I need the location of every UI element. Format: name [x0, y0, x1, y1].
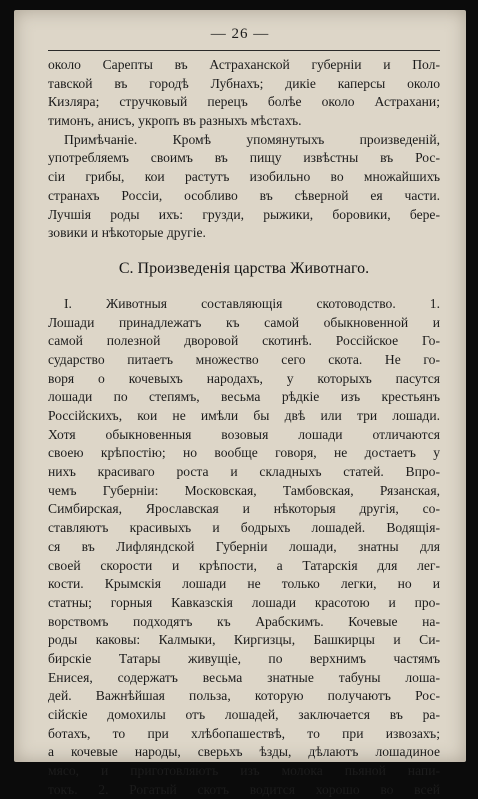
- header-rule: [48, 50, 440, 51]
- text-line: воря о кочевыхъ народахъ, у которыхъ пасутся: [48, 370, 440, 386]
- text-line: сійскіе домохилы отъ лошадей, заключается въ ра-: [48, 707, 440, 722]
- text-line: мясо, и приготовляютъ изъ молока пьяной напи-: [48, 763, 440, 779]
- text-line: I. Животныя составляющія скотоводство. 1.: [64, 295, 440, 311]
- text-line: Енисея, содержатъ весьма знатные табуны лоша-: [48, 669, 440, 685]
- text-line: дей. Важнѣйшая польза, которую получаютъ Рос-: [48, 688, 440, 704]
- paragraph-1: [48, 56, 440, 131]
- text-line: Кизляра; стручковый перецъ болѣе около Астрахани;: [48, 94, 440, 110]
- text-line: сударство питаетъ множество сего скота. Не го-: [48, 351, 440, 367]
- text-line: лошади по степямъ, весьма рѣдкіе изъ крестьянъ: [48, 389, 440, 405]
- text-line: Хотя обыкновенныя возовыя лошади отличаются: [48, 426, 440, 442]
- text-line: сіи грибы, кои растутъ изобильно во множайшихъ: [48, 169, 440, 185]
- book-page: [14, 10, 466, 797]
- text-line: тимонъ, анисъ, укропъ въ разныхъ мѣстахъ.: [48, 113, 302, 129]
- page-number: — 26 —: [210, 26, 270, 42]
- text-line: ставляютъ красивыхъ и бодрыхъ лошадей. Водящія-: [48, 520, 440, 536]
- text-line: употребляемъ своимъ въ пищу извѣстны въ Рос-: [48, 150, 440, 166]
- text-line: своей скорости и крѣпости, а Татарскія для лег-: [48, 557, 440, 573]
- text-line: роды каковы: Калмыки, Киргизцы, Башкирцы и Си-: [48, 632, 440, 648]
- paragraph-3: [48, 295, 440, 799]
- text-line: Россійскихъ, кои не имѣли бы двѣ или три лошади.: [48, 408, 440, 423]
- text-line: Симбирская, Ярославская и нѣкоторыя другія, со-: [48, 501, 440, 517]
- text-line: а кочевые народы, сверьхъ ѣзды, дѣлаютъ лошадиное: [48, 744, 440, 760]
- text-line: токъ. 2. Рогатый скотъ водится хорошо во всей: [48, 781, 440, 797]
- section-heading: С. Произведенія царства Животнаго.: [118, 259, 370, 277]
- text-line: своею крѣпостію; но вообще говоря, не достаетъ у: [48, 445, 440, 461]
- text-line: Примѣчаніе. Кромѣ упомянутыхъ произведеній,: [64, 131, 440, 147]
- text-line: ся въ Лифляндской Губерніи лошади, знатны для: [48, 538, 440, 554]
- text-line: самой полезной дворовой скотинѣ. Россійское Го-: [48, 333, 440, 349]
- text-line: нихъ красиваго роста и складныхъ статей. Впро-: [48, 464, 440, 480]
- text-line: тавской въ городѣ Лубнахъ; дикіе каперсы около: [48, 75, 440, 91]
- text-line: Лучшія роды ихъ: грузди, рыжики, боровики, бере-: [48, 206, 440, 222]
- page-body: [48, 56, 440, 799]
- text-line: около Сарепты въ Астраханской губерніи и Пол-: [48, 57, 440, 72]
- text-line: статны; горныя Кавказскія лошади красотою и про-: [48, 594, 440, 610]
- text-line: ботахъ, то при хлѣбопашествѣ, то при извозахъ;: [48, 725, 440, 741]
- text-line: ворствомъ подходятъ къ Арабскимъ. Кочевые на-: [48, 613, 440, 629]
- text-line: зовики и нѣкоторые другіе.: [48, 225, 206, 241]
- text-line: бирскіе Татары живущіе, по верхнимъ частямъ: [48, 650, 440, 666]
- text-line: кости. Крымскія лошади не только легки, но и: [48, 576, 440, 592]
- paragraph-2: [48, 131, 440, 243]
- text-line: чемъ Губерніи: Московская, Тамбовская, Рязанская,: [48, 482, 440, 498]
- text-line: Лошади принадлежатъ къ самой обыкновенной и: [48, 314, 440, 330]
- text-line: странахъ Россіи, особливо въ сѣверной ея части.: [48, 187, 440, 203]
